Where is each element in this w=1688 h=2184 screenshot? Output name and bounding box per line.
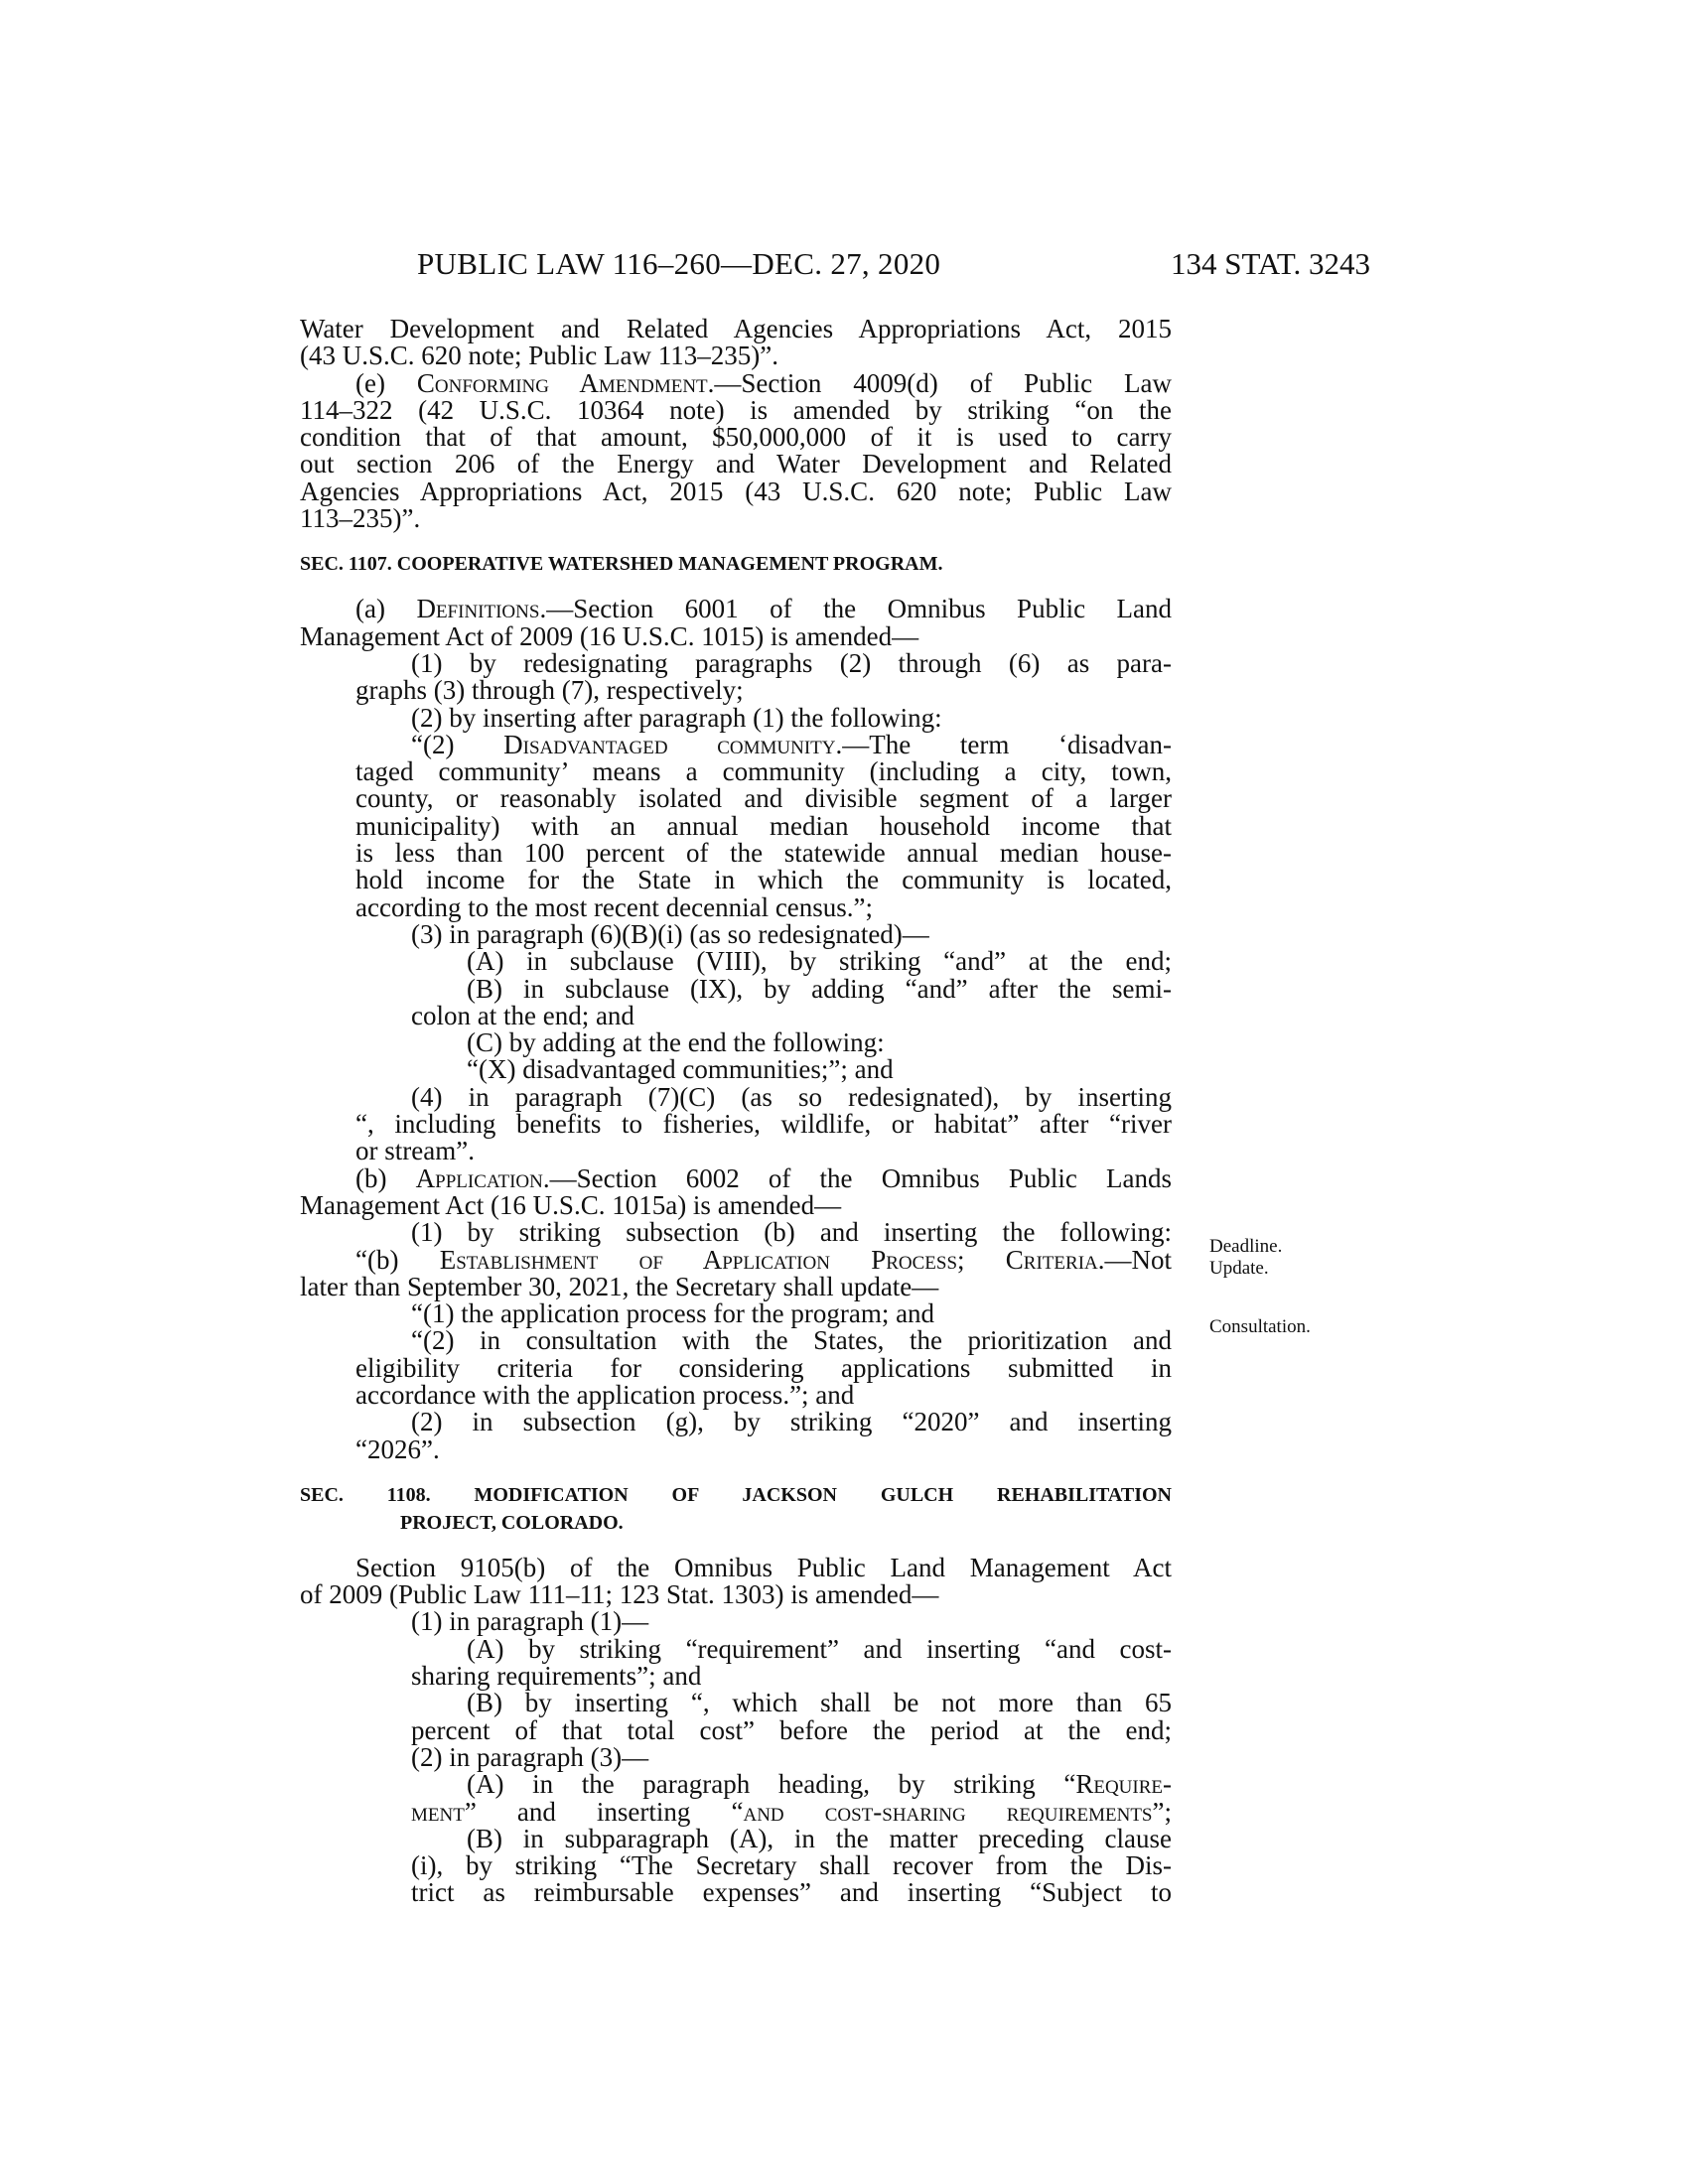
text-line: condition that of that amount, $50,000,000 of it is used to carry [300,422,1172,453]
text-line: Management Act of 2009 (16 U.S.C. 1015) is amended— [300,620,919,651]
subsection-heading: Establishment of Application Process; Criteria [439,1244,1098,1275]
text-line: (e) Conforming Amendment.—Section 4009(d) of Public Law [355,367,1172,398]
text-line: (1) by redesignating paragraphs (2) through (6) as para- [411,647,1172,678]
text-line: (2) by inserting after paragraph (1) the following: [411,702,942,733]
subsection-heading: Conforming Amendment [416,367,708,398]
text-line: later than September 30, 2021, the Secretary shall update— [300,1271,939,1301]
text-line: sharing requirements”; and [411,1661,702,1692]
text-line: “(2) in consultation with the States, the prioritization and [411,1325,1172,1356]
text-line: “(1) the application process for the program; and [411,1298,935,1329]
public-law-title: PUBLIC LAW 116–260—DEC. 27, 2020 [417,246,941,281]
text-line: (B) by inserting “, which shall be not more than 65 [467,1688,1172,1718]
margin-note-deadline: Deadline. Update. [1209,1236,1283,1279]
text-line: is less than 100 percent of the statewide annual median house- [355,838,1172,869]
text-line: (b) Application.—Section 6002 of the Omnibus Public Lands [355,1162,1172,1193]
text-line: Water Development and Related Agencies Appropriations Act, 2015 [300,314,1172,343]
text-line: (4) in paragraph (7)(C) (as so redesignated), by inserting [411,1081,1172,1112]
text-line: Section 9105(b) of the Omnibus Public Land Management Act [355,1552,1172,1582]
text-line: (43 U.S.C. 620 note; Public Law 113–235)”. [300,341,778,371]
text-line: (i), by striking “The Secretary shall recover from the Dis- [411,1850,1172,1881]
text-line: hold income for the State in which the community is located, [355,865,1172,895]
body-text-column [300,316,1172,1907]
subsection-heading: Definitions [416,594,540,624]
text-line: taged community’ means a community (including a city, town, [355,756,1172,787]
text-line: (1) by striking subsection (b) and inserting the following: [411,1217,1172,1248]
text-line: county, or reasonably isolated and divisible segment of a larger [355,783,1172,814]
section-heading-1108-continued: PROJECT, COLORADO. [400,1511,624,1534]
subsection-heading: Application [415,1162,543,1193]
text-line: (3) in paragraph (6)(B)(i) (as so redesignated)— [411,918,929,949]
text-line: (A) in the paragraph heading, by striking “Require- [467,1769,1172,1800]
statute-page-number: 134 STAT. 3243 [1170,246,1370,281]
text-line: “, including benefits to fisheries, wildlife, or habitat” after “river [355,1109,1172,1140]
text-line: municipality) with an annual median household income that [355,810,1172,841]
text-line: according to the most recent decennial census.”; [355,891,874,922]
text-line: 114–322 (42 U.S.C. 10364 note) is amended by striking “on the [300,394,1172,425]
text-line: (B) in subparagraph (A), in the matter preceding clause [467,1823,1172,1853]
paragraph-heading: Disadvantaged community [503,729,836,759]
text-line: trict as reimbursable expenses” and inserting “Subject to [411,1877,1172,1908]
text-line: out section 206 of the Energy and Water Development and Related [300,449,1172,479]
text-line: eligibility criteria for considering applications submitted in [355,1352,1172,1383]
section-heading-1107: SEC. 1107. COOPERATIVE WATERSHED MANAGEMENT PROGRAM. [300,553,943,576]
text-line: “(2) Disadvantaged community.—The term ‘disadvan- [411,729,1172,759]
text-line: (1) in paragraph (1)— [411,1606,649,1637]
text-line: (A) in subclause (VIII), by striking “and” at the end; [467,946,1172,977]
text-line: “(b) Establishment of Application Process; Criteria.—Not [355,1244,1172,1275]
text-line: graphs (3) through (7), respectively; [355,675,744,706]
text-line: (a) Definitions.—Section 6001 of the Omnibus Public Land [355,594,1173,624]
margin-note-consultation: Consultation. [1209,1316,1311,1337]
running-header [417,246,1370,290]
text-line: (B) in subclause (IX), by adding “and” after the semi- [467,973,1172,1004]
text-line: accordance with the application process.”; and [355,1379,855,1410]
text-line: 113–235)”. [300,503,421,534]
text-line: of 2009 (Public Law 111–11; 123 Stat. 1303) is amended— [300,1579,939,1610]
section-heading-1108: SEC. 1108. MODIFICATION OF JACKSON GULCH REHABILITATION [300,1483,1172,1506]
text-line: Agencies Appropriations Act, 2015 (43 U.S.C. 620 note; Public Law [300,476,1172,506]
text-line: (2) in paragraph (3)— [411,1741,649,1772]
text-line: (2) in subsection (g), by striking “2020” and inserting [411,1407,1172,1437]
text-line: colon at the end; and [411,1000,634,1030]
text-line: “2026”. [355,1433,440,1464]
text-line: (C) by adding at the end the following: [467,1027,885,1058]
text-line: (A) by striking “requirement” and inserting “and cost- [467,1633,1172,1664]
text-line: “(X) disadvantaged communities;”; and [467,1054,894,1085]
text-line: or stream”. [355,1136,475,1166]
text-line: percent of that total cost” before the period at the end; [411,1714,1172,1745]
text-line: ment” and inserting “and cost-sharing requirements”; [411,1796,1172,1827]
text-line: Management Act (16 U.S.C. 1015a) is amended— [300,1189,842,1220]
